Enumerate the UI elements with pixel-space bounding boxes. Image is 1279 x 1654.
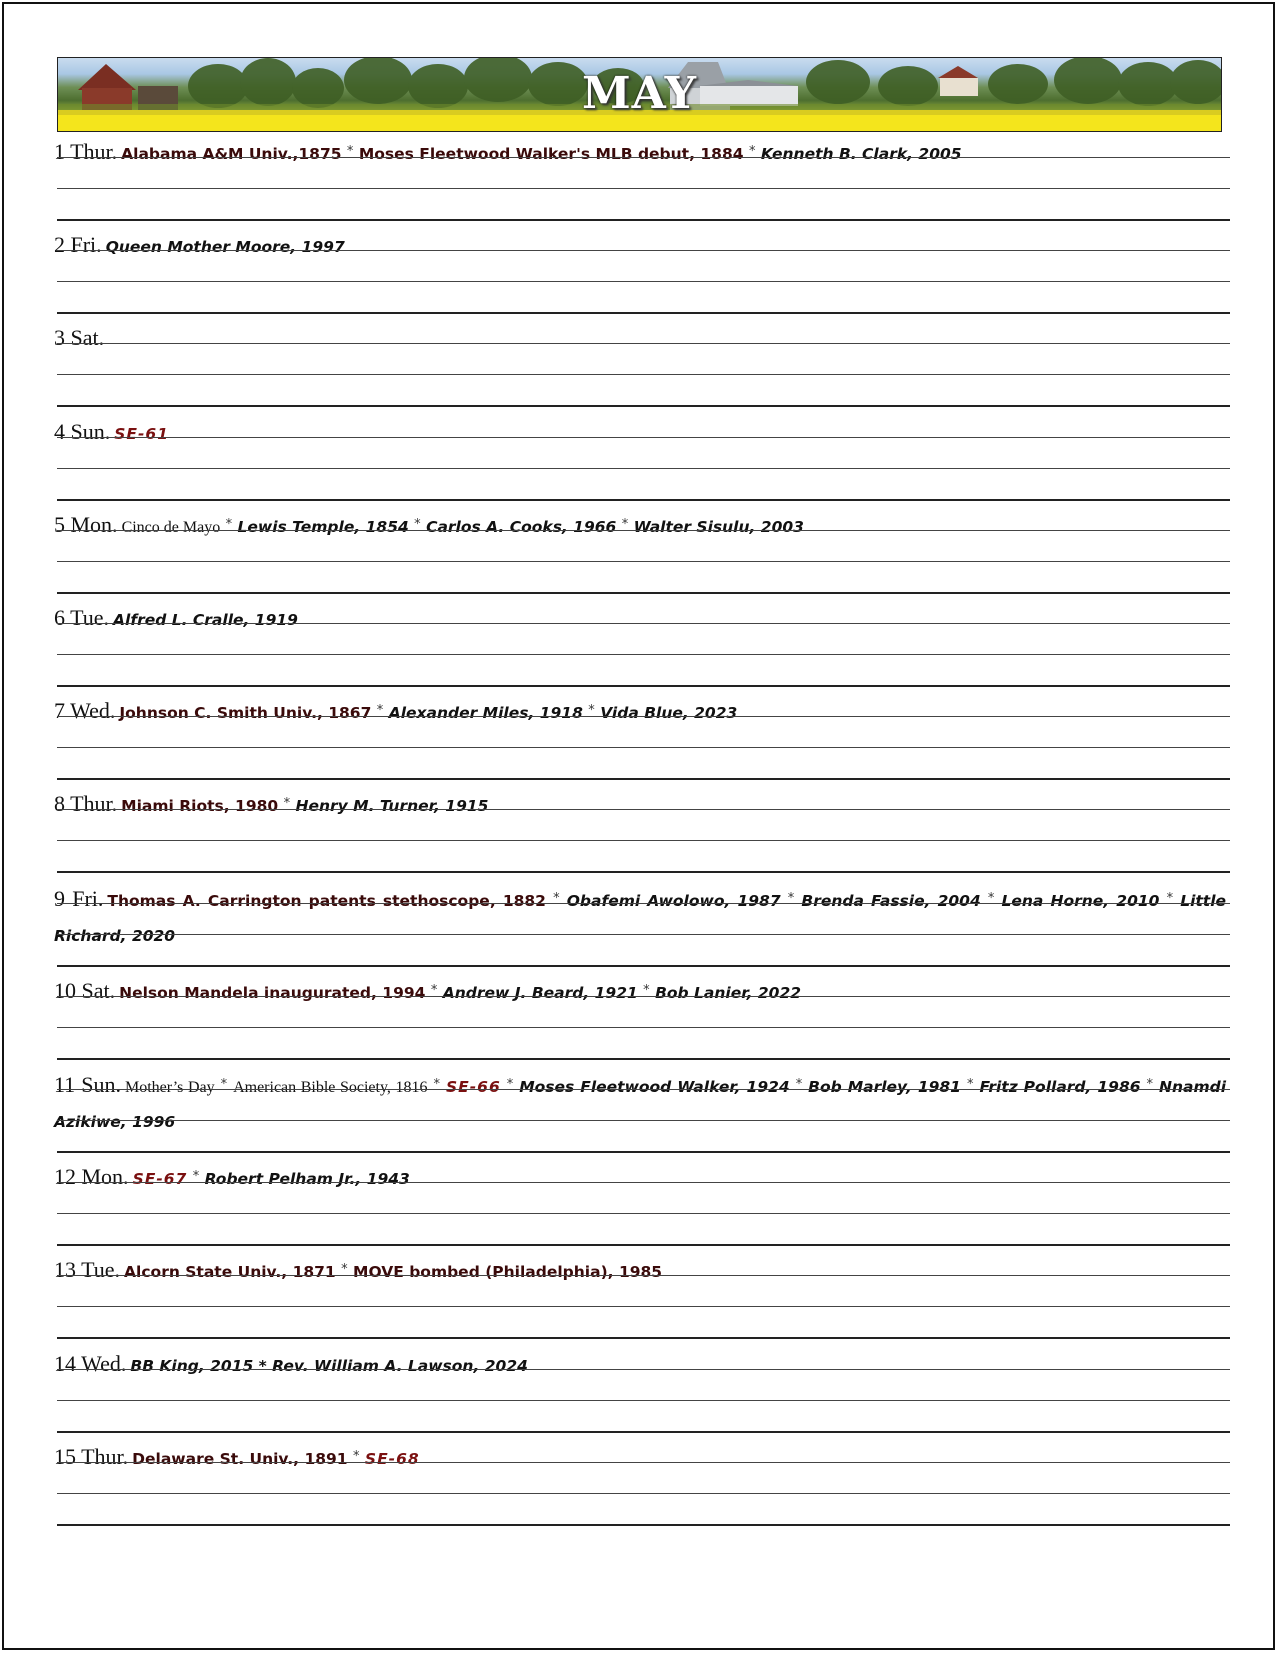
day-text: [54, 881, 1226, 954]
separator: *: [283, 796, 291, 811]
event-text: Mother’s Day: [125, 1079, 215, 1096]
day-label: 3 Sat.: [54, 325, 105, 350]
event-text: Alfred L. Cralle, 1919: [113, 611, 298, 629]
day-entry: [54, 974, 1230, 1067]
writing-line: [57, 1244, 1230, 1246]
day-entry: [54, 881, 1230, 974]
day-label: 10 Sat.: [54, 978, 116, 1003]
se-code: SE-67: [132, 1170, 188, 1188]
separator: *: [1166, 891, 1174, 906]
separator: *: [795, 1077, 803, 1092]
writing-line: [57, 1058, 1230, 1060]
day-entry: [54, 694, 1230, 787]
event-text: Lena Horne, 2010: [1001, 892, 1160, 910]
day-entry: [54, 601, 1230, 694]
day-entry: [54, 1253, 1230, 1346]
writing-line: [57, 250, 1230, 251]
event-text: American Bible Society, 1816: [233, 1079, 428, 1096]
day-label: 14 Wed.: [54, 1351, 127, 1376]
event-text: Lewis Temple, 1854: [237, 518, 409, 536]
day-entry: [54, 1347, 1230, 1440]
writing-line: [57, 1027, 1230, 1028]
day-text: [54, 601, 1226, 637]
writing-line: [57, 623, 1230, 624]
writing-line: [57, 1462, 1230, 1463]
day-text: [54, 1067, 1226, 1140]
writing-line: [57, 405, 1230, 407]
writing-line: [57, 1337, 1230, 1339]
separator: *: [588, 703, 595, 718]
writing-line: [57, 747, 1230, 748]
writing-line: [57, 903, 1230, 904]
day-label: 8 Thur.: [54, 791, 118, 816]
day-label: 1 Thur.: [54, 139, 118, 164]
event-text: Bob Marley, 1981: [808, 1078, 961, 1096]
writing-line: [57, 840, 1230, 841]
day-label: 9 Fri.: [54, 886, 104, 911]
writing-line: [57, 188, 1230, 189]
day-label: 11 Sun.: [54, 1072, 121, 1097]
separator: *: [643, 983, 650, 998]
separator: *: [1146, 1077, 1154, 1092]
event-text: Fritz Pollard, 1986: [979, 1078, 1141, 1096]
separator: *: [225, 517, 233, 532]
separator: *: [787, 891, 795, 906]
day-text: [54, 1160, 1226, 1196]
writing-line: [57, 1089, 1230, 1090]
day-entry: [54, 415, 1230, 508]
writing-line: [57, 996, 1230, 997]
day-label: 6 Tue.: [54, 605, 110, 630]
separator: *: [430, 983, 438, 998]
event-text: Little Richard, 2020: [54, 892, 1227, 945]
separator: *: [220, 1077, 228, 1092]
separator: *: [433, 1077, 440, 1092]
day-entry: [54, 1067, 1230, 1160]
day-entry: [54, 1160, 1230, 1253]
day-text: [54, 508, 1226, 544]
writing-line: [57, 374, 1230, 375]
event-text: Walter Sisulu, 2003: [633, 518, 804, 536]
event-text: Henry M. Turner, 1915: [295, 797, 489, 815]
day-text: [54, 694, 1226, 730]
event-text: Alexander Miles, 1918: [388, 704, 583, 722]
day-text: [54, 135, 1226, 171]
writing-line: [57, 1431, 1230, 1433]
event-text: Carlos A. Cooks, 1966: [426, 518, 617, 536]
event-text: Alabama A&M Univ.,1875: [121, 145, 342, 163]
writing-line: [57, 592, 1230, 594]
month-title: MAY: [581, 68, 698, 119]
day-entry: [54, 321, 1230, 414]
writing-line: [57, 871, 1230, 873]
writing-line: [57, 965, 1230, 967]
event-text: Bob Lanier, 2022: [655, 984, 802, 1002]
se-code: SE-61: [114, 425, 170, 443]
event-text: Nelson Mandela inaugurated, 1994: [119, 984, 426, 1002]
writing-line: [57, 219, 1230, 221]
separator: *: [341, 1262, 348, 1277]
event-text: Robert Pelham Jr., 1943: [204, 1170, 410, 1188]
day-label: 15 Thur.: [54, 1444, 129, 1469]
separator: *: [748, 144, 756, 159]
event-text: Delaware St. Univ., 1891: [132, 1450, 348, 1468]
writing-line: [57, 499, 1230, 501]
writing-line: [57, 1275, 1230, 1276]
day-label: 7 Wed.: [54, 698, 116, 723]
writing-line: [57, 1493, 1230, 1494]
separator: *: [192, 1169, 200, 1184]
event-text: MOVE bombed (Philadelphia), 1985: [353, 1263, 663, 1281]
writing-line: [57, 778, 1230, 780]
event-text: Thomas A. Carrington patents stethoscope, 1882: [107, 892, 546, 910]
writing-line: [57, 1120, 1230, 1121]
day-label: 5 Mon.: [54, 512, 118, 537]
writing-line: [57, 312, 1230, 314]
event-text: Moses Fleetwood Walker, 1924: [519, 1078, 790, 1096]
se-code: SE-66: [445, 1078, 501, 1096]
event-text: Andrew J. Beard, 1921: [442, 984, 638, 1002]
day-text: [54, 415, 1226, 451]
day-text: [54, 974, 1226, 1010]
writing-line: [57, 654, 1230, 655]
day-label: 12 Mon.: [54, 1164, 129, 1189]
writing-line: [57, 1213, 1230, 1214]
event-text: Kenneth B. Clark, 2005: [760, 145, 962, 163]
separator: *: [353, 1449, 360, 1464]
separator: *: [376, 703, 384, 718]
day-text: [54, 321, 1226, 357]
day-text: [54, 228, 1226, 264]
day-entry: [54, 508, 1230, 601]
event-text: Miami Riots, 1980: [121, 797, 279, 815]
writing-line: [57, 685, 1230, 687]
writing-line: [57, 157, 1230, 158]
day-text: [54, 1347, 1226, 1383]
writing-line: [57, 343, 1230, 344]
writing-line: [57, 530, 1230, 531]
separator: *: [346, 144, 354, 159]
writing-line: [57, 1524, 1230, 1526]
event-text: Alcorn State Univ., 1871: [124, 1263, 336, 1281]
day-entry: [54, 135, 1230, 228]
day-entry: [54, 1440, 1230, 1533]
event-text: BB King, 2015 * Rev. William A. Lawson, 2024: [130, 1357, 528, 1375]
se-code: SE-68: [364, 1450, 420, 1468]
separator: *: [621, 517, 629, 532]
event-text: Moses Fleetwood Walker's MLB debut, 1884: [358, 145, 744, 163]
writing-line: [57, 809, 1230, 810]
writing-line: [57, 1182, 1230, 1183]
day-text: [54, 1440, 1226, 1476]
writing-line: [57, 437, 1230, 438]
day-entry: [54, 228, 1230, 321]
separator: *: [966, 1077, 974, 1092]
event-text: Nnamdi Azikiwe, 1996: [54, 1078, 1227, 1131]
month-banner: [57, 57, 1222, 132]
writing-line: [57, 561, 1230, 562]
event-text: Vida Blue, 2023: [600, 704, 738, 722]
writing-line: [57, 716, 1230, 717]
event-text: Queen Mother Moore, 1997: [105, 238, 345, 256]
day-label: 2 Fri.: [54, 232, 102, 257]
writing-line: [57, 1151, 1230, 1153]
separator: *: [506, 1077, 514, 1092]
event-text: Obafemi Awolowo, 1987: [566, 892, 781, 910]
writing-line: [57, 281, 1230, 282]
day-entry: [54, 787, 1230, 880]
day-text: [54, 787, 1226, 823]
writing-line: [57, 1306, 1230, 1307]
day-label: 13 Tue.: [54, 1257, 121, 1282]
writing-line: [57, 1369, 1230, 1370]
day-label: 4 Sun.: [54, 419, 111, 444]
separator: *: [414, 517, 421, 532]
writing-line: [57, 468, 1230, 469]
writing-line: [57, 934, 1230, 935]
separator: *: [987, 891, 995, 906]
writing-line: [57, 1400, 1230, 1401]
day-text: [54, 1253, 1226, 1289]
event-text: Brenda Fassie, 2004: [801, 892, 981, 910]
separator: *: [553, 891, 560, 906]
event-text: Johnson C. Smith Univ., 1867: [119, 704, 372, 722]
event-text: Cinco de Mayo: [121, 519, 221, 536]
